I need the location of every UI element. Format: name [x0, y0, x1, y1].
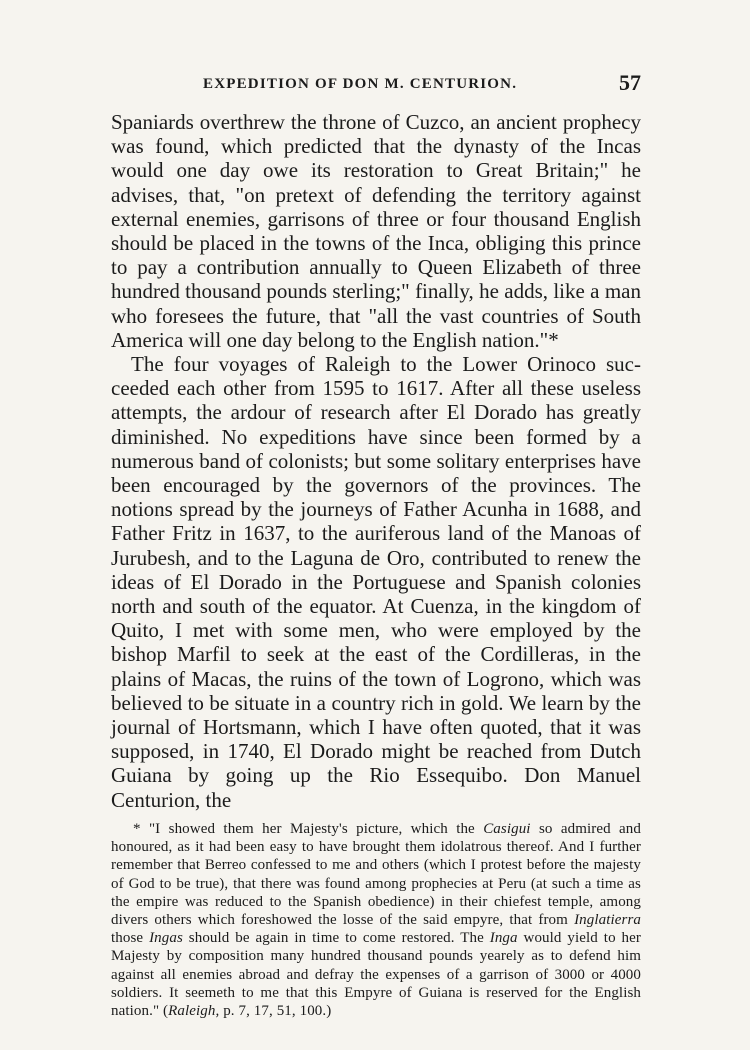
body-text	[111, 110, 641, 812]
page-number: 57	[619, 70, 641, 95]
citation: Raleigh,	[168, 1002, 220, 1019]
italic-term: Inga	[489, 930, 518, 947]
italic-term: Inglatierra	[574, 911, 641, 928]
page-header	[111, 70, 641, 100]
italic-term: Ingas	[149, 930, 183, 947]
italic-term: Casigui	[483, 820, 531, 837]
paragraph: Spaniards overthrew the throne of Cuzco, an ancient prophecy was found, which predicted that the dynasty of the Incas would one day owe its restoration to Great Britain;" he advises, that, "on pretext of defending the territory against external enemies, garrisons of three or four thousand English should be placed in the towns of the Inca, obliging this prince to pay a contribution annually to Queen Elizabeth of three hundred thousand pounds sterling;" finally, he adds, like a man who foresees the future, that "all the vast countries of South America will one day belong to the English nation."*	[111, 110, 641, 352]
paragraph: The four voyages of Raleigh to the Lower Orinoco succeeded each other from 1595 to 1617. After all these useless attempts, the ardour of research after El Dorado has greatly diminished. No expeditions have since been formed by a numerous band of colonists; but some solitary enterprises have been encouraged by the governors of the provinces. The notions spread by the journeys of Father Acunha in 1688, and Father Fritz in 1637, to the auriferous land of the Manoas of Jurubesh, and to the Laguna de Oro, contributed to renew the ideas of El Dorado in the Portuguese and Spanish colonies north and south of the equator. At Cuenza, in the kingdom of Quito, I met with some men, who were employed by the bishop Marfil to seek at the east of the Cordilleras, in the plains of Macas, the ruins of the town of Logrono, which was believed to be situate in a country rich in gold. We learn by the journal of Hortsmann, which I have often quoted, that it was supposed, in 1740, El Dorado might be reached from Dutch Guiana by going up the Rio Essequibo. Don Manuel Centurion, the	[111, 352, 641, 812]
footnote-text: * "I showed them her Majesty's picture, which the Casigui so admired and honoured, as it had been easy to have brought them idolatrous thereof. And I further remember that Berreo confessed to me and others (which I protest before the majesty of God to be true), that there was found among prophecies at Peru (at such a time as the empire was reduced to the Spanish obedience) in their chiefest temple, among divers others which foreshowed the losse of the said empyre, that from Inglatierra those Ingas should be again in time to come restored. The Inga would yield to her Majesty by composition many hundred thousand pounds yearely as to defend him against all enemies abroad and defray the expenses of a garrison of 3000 or 4000 soldiers. It seemeth to me that this Empyre of Guiana is reserved for the English nation." (Raleigh, p. 7, 17, 51, 100.)	[111, 820, 642, 1019]
book-page	[111, 70, 641, 1020]
footnote	[111, 820, 641, 1020]
running-title: EXPEDITION OF DON M. CENTURION.	[203, 76, 518, 92]
